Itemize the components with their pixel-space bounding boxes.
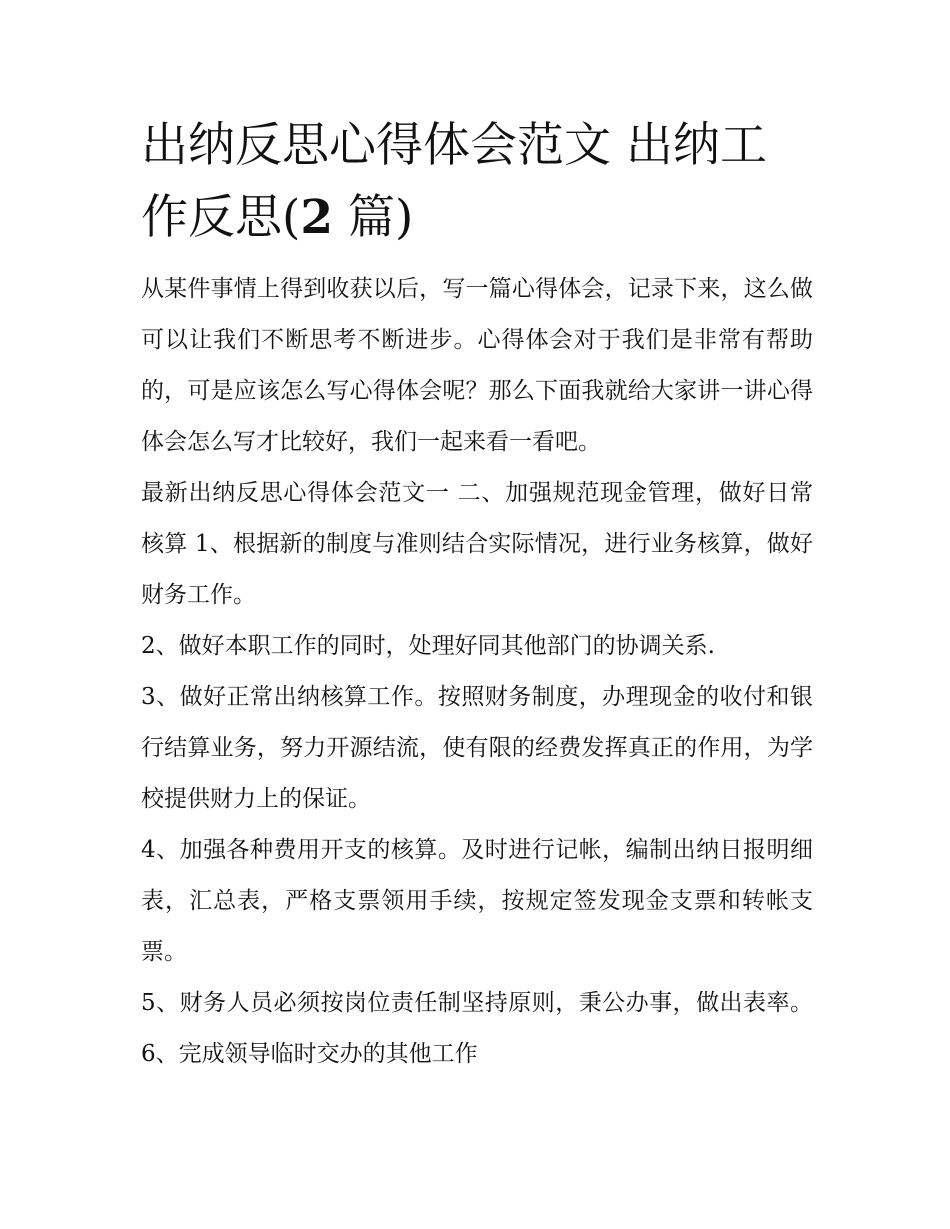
title-line-1: 出纳反思心得体会范文 出纳工 [141, 118, 767, 173]
title-line-2-start: 作反思( [141, 190, 301, 245]
paragraph-item-3: 3、做好正常出纳核算工作。按照财务制度，办理现金的收付和银行结算业务，努力开源结流，使有限的经费发挥真正的作用，为学校提供财力上的保证。 [141, 684, 813, 812]
paragraph-intro: 从某件事情上得到收获以后，写一篇心得体会，记录下来，这么做可以让我们不断思考不断进步。心得体会对于我们是非常有帮助的，可是应该怎么写心得体会呢？那么下面我就给大家讲一讲心得体会怎么写才比较好，我们一起来看一看吧。 [141, 276, 813, 455]
title-line-2-end: 篇) [333, 190, 414, 245]
paragraph-item-4: 4、加强各种费用开支的核算。及时进行记帐，编制出纳日报明细表，汇总表，严格支票领用手续，按规定签发现金支票和转帐支票。 [141, 837, 813, 965]
document-body [141, 110, 813, 1080]
paragraph-item-5-6: 5、财务人员必须按岗位责任制坚持原则，秉公办事，做出表率。 6、完成领导临时交办的其他工作 [141, 990, 813, 1067]
document-title [141, 110, 813, 254]
title-count: 2 [300, 190, 334, 245]
paragraph-section-one: 最新出纳反思心得体会范文一 二、加强规范现金管理，做好日常核算 1、根据新的制度与准则结合实际情况，进行业务核算，做好财务工作。 [141, 480, 813, 608]
paragraph-item-2: 2、做好本职工作的同时，处理好同其他部门的协调关系. [141, 633, 715, 659]
